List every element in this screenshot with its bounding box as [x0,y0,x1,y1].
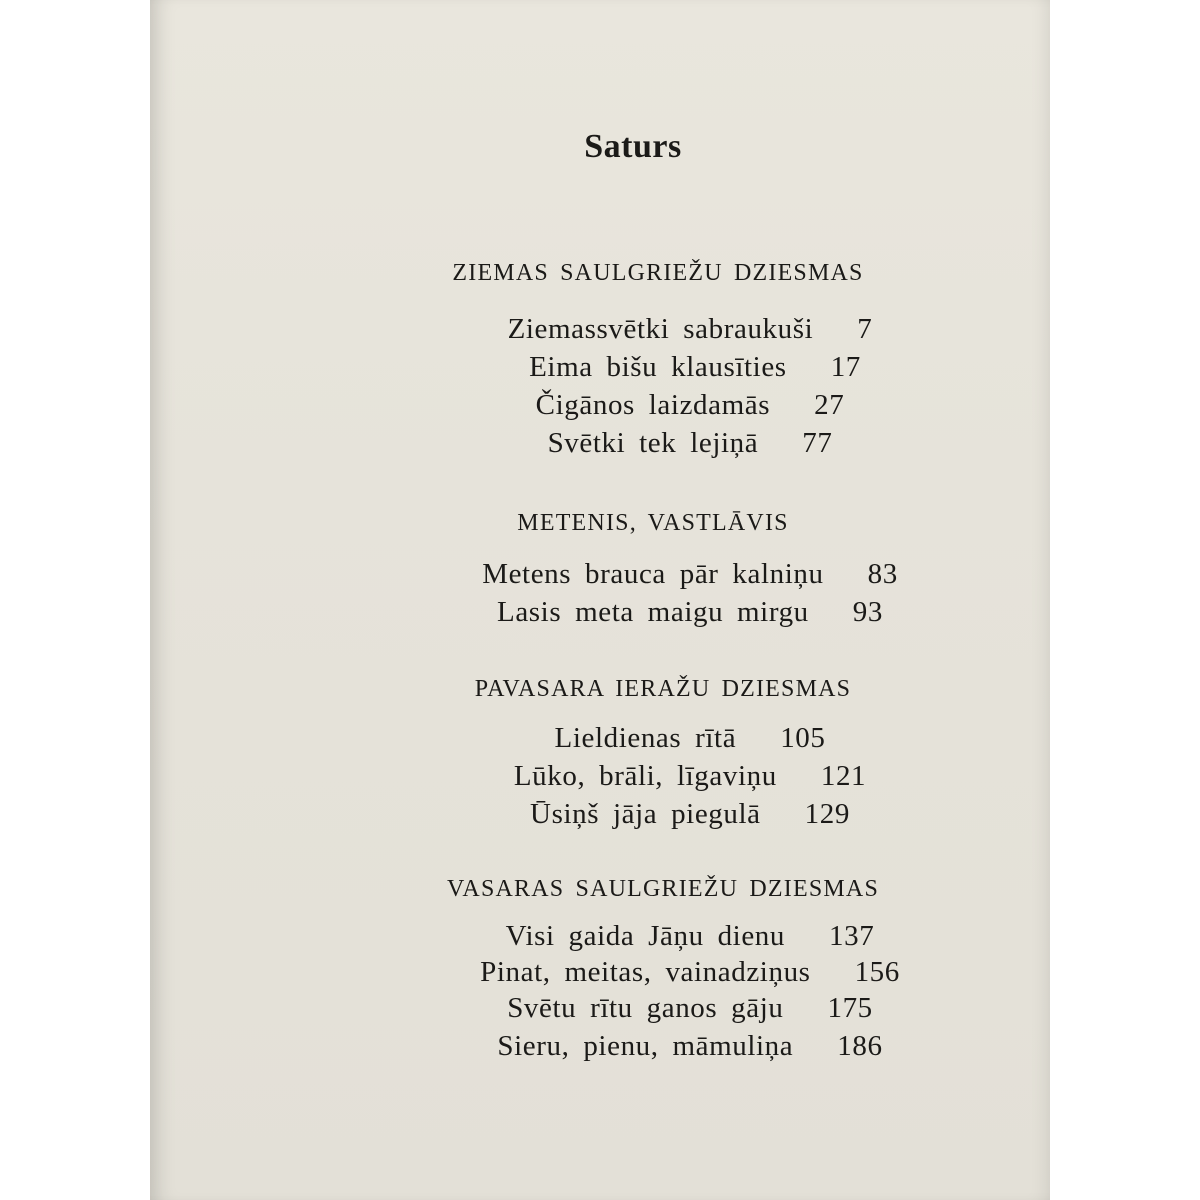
toc-entry [150,1030,1050,1063]
entry-title: Metens brauca pār kalniņu [482,558,824,590]
table-of-contents [150,0,1050,1200]
toc-entry [150,313,1050,346]
entry-page: 121 [820,760,867,792]
section-title-ziemas: ZIEMAS SAULGRIEŽU DZIESMAS [452,260,864,286]
section-title-pavasara: PAVASARA IERAŽU DZIESMAS [474,676,852,702]
entry-title: Eima bišu klausīties [529,351,787,383]
entry-page: 137 [829,920,875,952]
entry-page: 17 [830,351,861,383]
section-title-vasaras: VASARAS SAULGRIEŽU DZIESMAS [446,876,879,902]
toc-entry [150,992,1050,1025]
toc-entry [150,920,1050,953]
toc-entry [150,760,1050,793]
entry-title: Lūko, brāli, līgaviņu [513,760,777,792]
entry-page: 156 [854,956,900,988]
entry-page: 129 [804,798,850,830]
entry-title: Ziemassvētki sabraukuši [507,313,814,345]
toc-entry [150,596,1050,629]
page-title: Saturs [584,128,682,165]
entry-page: 83 [867,558,898,590]
toc-entry [150,351,1050,384]
toc-entry [150,798,1050,831]
entry-title: Svētu rītu ganos gāju [507,992,784,1024]
entry-title: Visi gaida Jāņu dienu [505,920,786,952]
entry-title: Svētki tek lejiņā [547,427,759,459]
entry-page: 93 [852,596,883,628]
toc-entry [150,427,1050,460]
entry-page: 77 [802,427,833,459]
toc-entry [150,956,1050,989]
toc-entry [150,722,1050,755]
entry-page: 105 [780,722,826,754]
entry-title: Lasis meta maigu mirgu [497,596,809,628]
entry-title: Sieru, pienu, māmuliņa [497,1030,794,1062]
entry-page: 27 [814,389,845,421]
entry-title: Lieldienas rītā [554,722,737,754]
entry-page: 186 [837,1030,883,1062]
toc-entry [150,389,1050,422]
entry-title: Čigānos laizdamās [535,389,771,421]
toc-entry [150,558,1050,591]
entry-title: Pinat, meitas, vainadziņus [480,956,811,988]
section-title-metenis: METENIS, VASTLĀVIS [517,510,789,536]
entry-title: Ūsiņš jāja piegulā [530,798,761,830]
entry-page: 7 [857,313,873,345]
entry-page: 175 [827,992,873,1024]
